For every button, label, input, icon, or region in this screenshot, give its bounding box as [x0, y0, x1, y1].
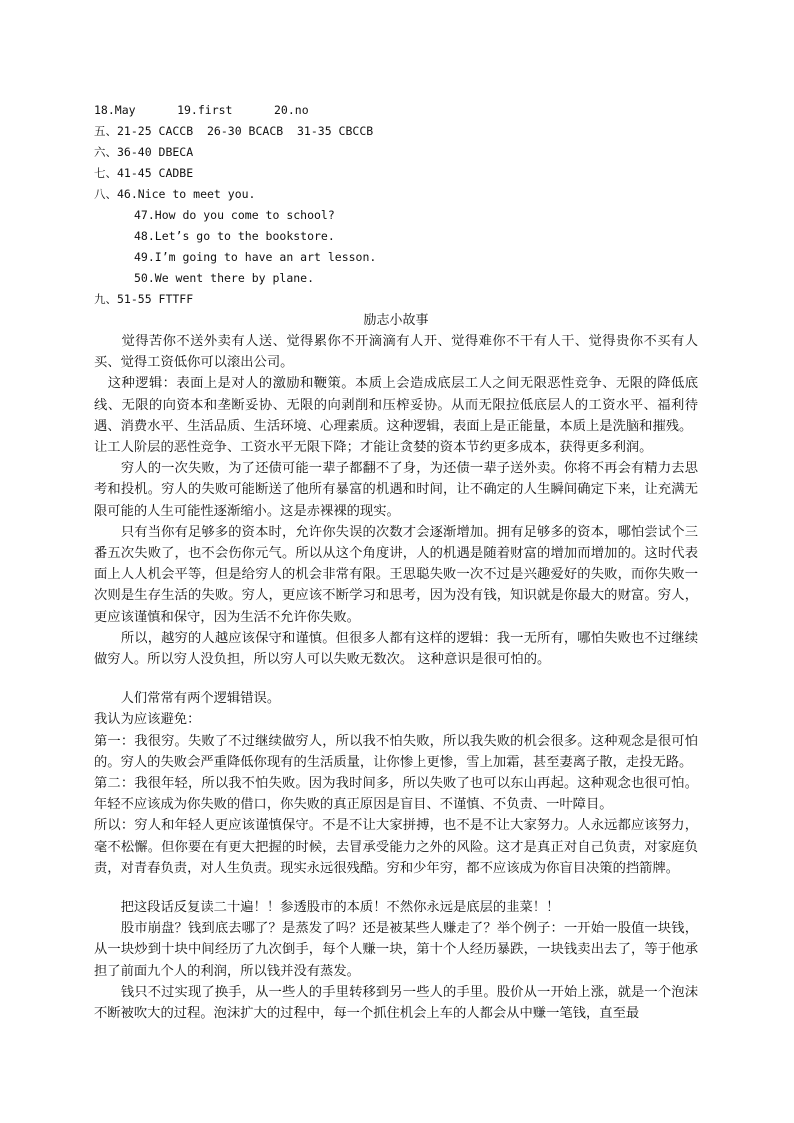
content-body — [94, 100, 698, 1024]
spacer — [94, 670, 698, 688]
answer-48: 48.Let’s go to the bookstore. — [134, 229, 335, 243]
story-paragraph: 我认为应该避免： — [94, 712, 201, 728]
answer-section-7: 七、41-45 CADBE — [94, 166, 194, 180]
story-paragraph: 穷人的一次失败，为了还债可能一辈子都翻不了身，为还债一辈子送外卖。你将不再会有精力去思考和投机。穷人的失败可能断送了他所有暴富的机遇和时间，让不确定的人生瞬间确定下来，让充满无限可能的人生可能性逐渐缩小。这是赤裸裸的现实。 — [94, 461, 698, 519]
story-paragraph: 所以：穷人和年轻人更应该谨慎保守。不是不让大家拼搏，也不是不让大家努力。人永远都应该努力，毫不松懈。但你要在有更大把握的时候，去冒承受能力之外的风险。这才是真正对自己负责，对家庭负责，对青春负责，对人生负责。现实永远很残酷。穷和少年穷，都不应该成为你盲目决策的挡箭牌。 — [94, 818, 698, 876]
answer-50: 50.We went there by plane. — [134, 271, 315, 285]
story-paragraph: 把这段话反复读二十遍！！参透股市的本质！不然你永远是底层的韭菜！！ — [94, 900, 560, 916]
answer-section-6: 六、36-40 DBECA — [94, 145, 194, 159]
spacer — [94, 879, 698, 897]
answer-section-8: 八、46.Nice to meet you. — [94, 187, 256, 201]
story-paragraph: 只有当你有足够多的资本时，允许你失误的次数才会逐渐增加。拥有足够多的资本，哪怕尝试个三番五次失败了，也不会伤你元气。所以从这个角度讲，人的机遇是随着财富的增加而增加的。这时代表面上人人机会平等，但是给穷人的机会非常有限。王思聪失败一次不过是兴趣爱好的失败，而你失败一次则是生存生活的失败。穷人，更应该不断学习和思考，因为没有钱，知识就是你最大的财富。穷人，更应该谨慎和保守，因为生活不允许你失败。 — [94, 524, 698, 625]
answer-section-9: 九、51-55 FTTFF — [94, 292, 194, 306]
answer-47: 47.How do you come to school? — [134, 208, 335, 222]
answer-section-5: 五、21-25 CACCB 26-30 BCACB 31-35 CBCCB — [94, 124, 374, 138]
story-paragraph: 所以，越穷的人越应该保守和谨慎。但很多人都有这样的逻辑：我一无所有，哪怕失败也不过继续做穷人。所以穷人没负担，所以穷人可以失败无数次。 这种意识是很可怕的。 — [94, 630, 698, 668]
story-paragraph: 人们常常有两个逻辑错误。 — [94, 691, 281, 707]
story-paragraph: 这种逻辑：表面上是对人的激励和鞭策。本质上会造成底层工人之间无限恶性竞争、无限的降低底线、无限的向资本和垄断妥协、无限的向剥削和压榨妥协。从而无限拉低底层人的工资水平、福利待遇、消费水平、生活品质、生活环境、心理素质。这种逻辑，表面上是正能量，本质上是洗脑和摧残。 — [94, 376, 698, 434]
answer-49: 49.I’m going to have an art lesson. — [134, 250, 377, 264]
story-paragraph: 钱只不过实现了换手，从一些人的手里转移到另一些人的手里。股价从一开始上涨，就是一个泡沫不断被吹大的过程。泡沫扩大的过程中，每一个抓住机会上车的人都会从中赚一笔钱，直至最 — [94, 984, 698, 1022]
answer-line-18-20: 18.May 19.first 20.no — [94, 103, 309, 117]
story-paragraph: 觉得苦你不送外卖有人送、觉得累你不开滴滴有人开、觉得难你不干有人干、觉得贵你不买有人买、觉得工资低你可以滚出公司。 — [94, 334, 698, 371]
story-paragraph: 第一：我很穷。失败了不过继续做穷人，所以我不怕失败，所以我失败的机会很多。这种观念是很可怕的。穷人的失败会严重降低你现有的生活质量，让你惨上更惨，雪上加霜，甚至妻离子散，走投无路。 — [94, 733, 698, 770]
story-paragraph: 第二：我很年轻，所以我不怕失败。因为我时间多，所以失败了也可以东山再起。这种观念也很可怕。年轻不应该成为你失败的借口，你失败的真正原因是盲目、不谨慎、不负责、一叶障目。 — [94, 776, 698, 813]
story-paragraph: 股市崩盘？钱到底去哪了？是蒸发了吗？还是被某些人赚走了？举个例子：一开始一股值一块钱，从一块炒到十块中间经历了九次倒手，每个人赚一块，第十个人经历暴跌，一块钱卖出去了，等于他承担了前面九个人的利润，所以钱并没有蒸发。 — [94, 921, 698, 979]
story-paragraph: 让工人阶层的恶性竞争、工资水平无限下降；才能让贪婪的资本节约更多成本，获得更多利润。 — [94, 440, 653, 456]
story-title: 励志小故事 — [363, 313, 429, 328]
